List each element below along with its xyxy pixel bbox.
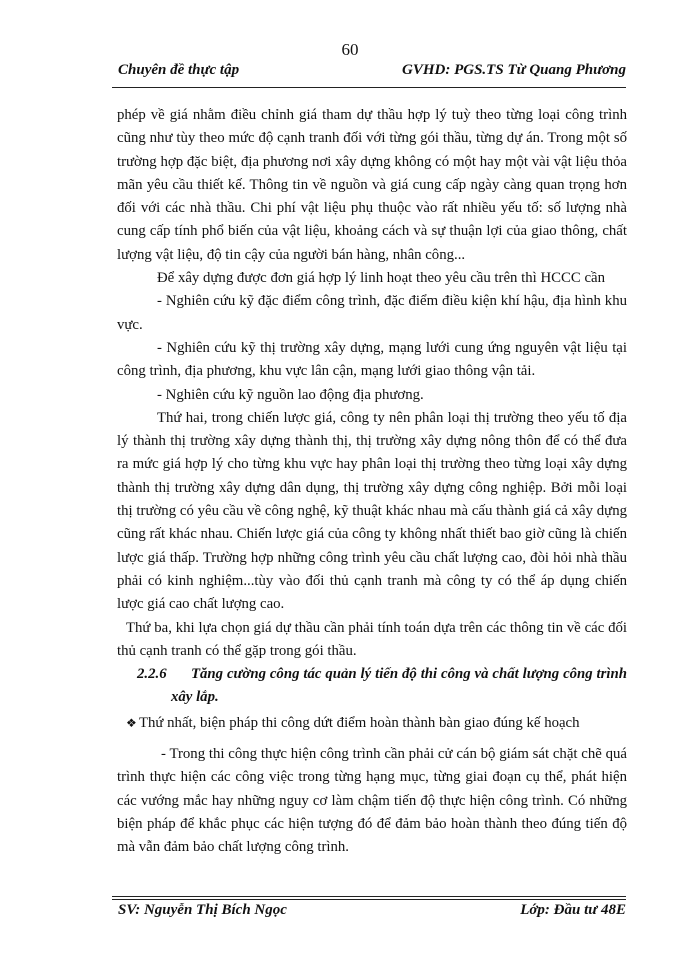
page-footer — [112, 902, 626, 924]
header-document-type: Chuyên đề thực tập — [118, 62, 240, 78]
section-title: Tăng cường công tác quản lý tiến độ thi công và chất lượng công trình xây lắp. — [171, 666, 627, 706]
list-item-study-project: - Nghiên cứu kỹ đặc điểm công trình, đặc điểm điều kiện khí hậu, địa hình khu vực. — [117, 293, 627, 333]
paragraph-unit-price-intro: Để xây dựng được đơn giá hợp lý linh hoạt theo yêu cầu trên thì HCCC cần — [157, 270, 605, 287]
section-number: 2.2.6 — [137, 666, 167, 683]
footer-rule-top — [112, 896, 626, 897]
bullet-text: Thứ nhất, biện pháp thi công dứt điểm hoàn thành bàn giao đúng kế hoạch — [139, 714, 580, 731]
paragraph-third-strategy: Thứ ba, khi lựa chọn giá dự thầu cần phải tính toán dựa trên các thông tin về các đối thủ cạnh tranh có thể gặp trong gói thầu. — [117, 619, 627, 659]
footer-class: Lớp: Đầu tư 48E — [520, 902, 626, 918]
list-item-study-market: - Nghiên cứu kỹ thị trường xây dựng, mạng lưới cung ứng nguyên vật liệu tại công trình, địa phương, khu vực lân cận, mạng lưới giao thông vận tải. — [117, 339, 627, 380]
paragraph-supervision: - Trong thi công thực hiện công trình cần phải cử cán bộ giám sát chặt chẽ quá trình thực hiện các công việc trong từng hạng mục, từng giai đoạn cụ thể, phát hiện các vướng mắc hay những nguy cơ làm chậm tiến độ thực hiện công trình. Có những biện pháp để khắc phục các hiện tượng đó để đảm bảo hoàn thành theo đúng tiến độ mà vẫn đảm bảo chất lượng công trình. — [117, 746, 627, 856]
section-heading — [117, 663, 627, 710]
diamond-bullet-icon: ❖ — [126, 715, 137, 730]
page-header — [112, 62, 626, 84]
footer-student: SV: Nguyễn Thị Bích Ngọc — [118, 902, 287, 918]
paragraph-price-adjustment: phép về giá nhằm điều chỉnh giá tham dự thầu hợp lý tuỳ theo từng loại công trình cũng như tùy theo mức độ cạnh tranh đối với từng gói thầu, từng dự án. Trong một số trường hợp đặc biệt, địa phương nơi xây dựng không có một hay một vài vật liệu thỏa mãn yêu cầu thiết kế. Thông tin về nguồn và giá cung cấp ngày càng quan trọng hơn đối với các nhà thầu. Chi phí vật liệu phụ thuộc vào rất nhiều yếu tố: số lượng nhà cung cấp tính phổ biến của vật liệu, khoảng cách và sự thuận lợi của giao thông, chất lượng vật liệu, độ tin cậy của người bán hàng, nhân công... — [117, 107, 627, 263]
footer-rule-bottom — [112, 899, 626, 900]
list-item-study-labor: - Nghiên cứu kỹ nguồn lao động địa phương. — [157, 386, 424, 403]
header-rule — [112, 87, 626, 88]
paragraph-second-strategy: Thứ hai, trong chiến lược giá, công ty nên phân loại thị trường theo yếu tố địa lý thành thị trường xây dựng thành thị, thị trường xây dựng nông thôn để có thể đưa ra mức giá hợp lý cho từng khu vực hay phân loại thị trường theo từng loại xây dựng thành thị trường xây dựng dân dụng, thị trường xây dựng công nghiệp. Bởi mỗi loại thị trường có yêu cầu về công nghệ, kỹ thuật khác nhau mà cấu thành giá cả xây dựng cũng rất khác nhau. Chiến lược giá của công ty không nhất thiết bao giờ cũng là chiến lược giá thấp. Trường hợp những công trình yêu cầu chất lượng cao, đòi hỏi nhà thầu phải có kinh nghiệm...tùy vào đối thủ cạnh tranh mà công ty có thể áp dụng chiến lược giá cao chất lượng cao. — [117, 409, 627, 613]
page-number: 60 — [341, 40, 359, 59]
document-body — [117, 104, 627, 860]
header-supervisor: GVHD: PGS.TS Từ Quang Phương — [402, 62, 626, 78]
bullet-item — [117, 712, 627, 735]
